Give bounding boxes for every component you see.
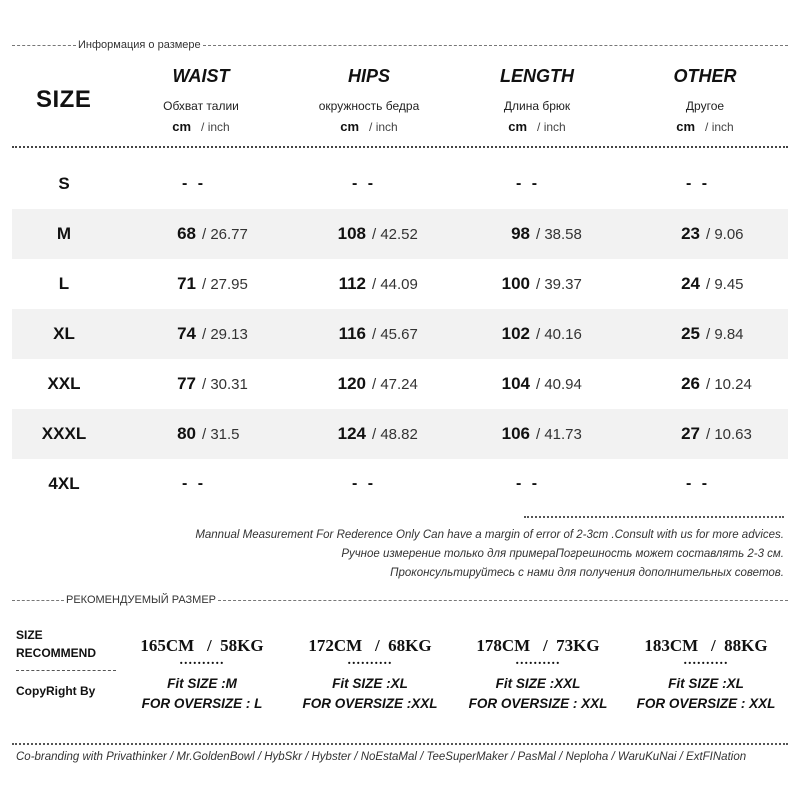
table-row [12, 159, 788, 209]
inch-value: / 39.37 [536, 275, 582, 293]
height-weight: 172CM / 68KG [308, 636, 432, 655]
inch-value: / 47.24 [372, 375, 418, 393]
table-row [12, 209, 788, 259]
unit-cm: cm [340, 119, 360, 134]
measurement-cell [140, 309, 248, 359]
header-unit [452, 119, 622, 134]
measurement-cell [140, 459, 206, 509]
measurement-cell [644, 159, 710, 209]
cm-value: 24 [681, 274, 700, 293]
inch-value: / 42.52 [372, 225, 418, 243]
empty-value: - - [686, 475, 711, 492]
measurement-cell [644, 209, 744, 259]
measurement-cell [644, 309, 744, 359]
measurement-cell [308, 159, 376, 209]
table-row [12, 259, 788, 309]
measurement-cell [644, 409, 752, 459]
size-cell: XL [53, 324, 75, 343]
divider [12, 45, 76, 46]
size-info-title: Информация о размере [78, 39, 201, 51]
recommend-column [112, 620, 292, 711]
inch-value: / 38.58 [536, 225, 582, 243]
header-unit [620, 119, 790, 134]
copyright-label: CopyRight By [16, 684, 96, 698]
header-divider [12, 146, 788, 148]
inch-value: / 44.09 [372, 275, 418, 293]
inch-value: / 26.77 [202, 225, 248, 243]
unit-inch: / inch [201, 120, 230, 134]
size-cell: 4XL [48, 474, 80, 493]
size-column-header: SIZE [36, 86, 92, 113]
header-en: OTHER [673, 66, 737, 86]
cm-value: 116 [338, 324, 366, 343]
unit-cm: cm [508, 119, 528, 134]
recommend-column [448, 620, 628, 711]
measurement-cell [140, 209, 248, 259]
recommend-title: РЕКОМЕНДУЕМЫЙ РАЗМЕР [66, 594, 217, 606]
cm-value: 124 [337, 424, 366, 443]
cm-value: 77 [177, 374, 196, 393]
measurement-cell [308, 259, 418, 309]
dots-separator: .......... [683, 653, 729, 668]
divider [16, 670, 116, 671]
header-en: HIPS [347, 66, 390, 86]
inch-value: / 30.31 [202, 375, 248, 393]
divider [218, 600, 788, 601]
measurement-cell [308, 409, 418, 459]
divider [12, 600, 64, 601]
height-weight: 165CM / 58KG [140, 636, 264, 655]
header-ru: Длина брюк [503, 99, 571, 113]
dots-separator: .......... [179, 653, 225, 668]
inch-value: / 40.94 [536, 375, 582, 393]
unit-cm: cm [676, 119, 696, 134]
inch-value: / 29.13 [202, 325, 248, 343]
oversize-fit: FOR OVERSIZE : XXL [468, 696, 608, 711]
label-line: SIZE [16, 628, 43, 642]
inch-value: / 48.82 [372, 425, 418, 443]
empty-value: - - [182, 475, 207, 492]
inch-value: / 10.24 [706, 375, 752, 393]
oversize-fit: FOR OVERSIZE : L [141, 696, 263, 711]
size-cell: XXXL [41, 424, 87, 443]
measurement-cell [140, 359, 248, 409]
measurement-cell [308, 209, 418, 259]
size-cell: S [58, 174, 70, 193]
size-cell: L [58, 274, 70, 293]
cm-value: 104 [501, 374, 530, 393]
height-weight: 178CM / 73KG [476, 636, 600, 655]
size-cell: M [56, 224, 72, 243]
header-ru: окружность бедра [318, 99, 420, 113]
dots-separator: .......... [515, 653, 561, 668]
cm-value: 106 [501, 424, 530, 443]
measurement-cell [140, 259, 248, 309]
inch-value: / 10.63 [706, 425, 752, 443]
unit-inch: / inch [537, 120, 566, 134]
cm-value: 23 [681, 224, 700, 243]
header-ru: Обхват талии [163, 99, 239, 113]
size-info-section-title [12, 39, 788, 51]
measurement-cell [476, 459, 540, 509]
inch-value: / 40.16 [536, 325, 582, 343]
size-cell: XXL [47, 374, 81, 393]
unit-cm: cm [172, 119, 192, 134]
inch-value: / 31.5 [202, 425, 240, 443]
oversize-fit: FOR OVERSIZE :XXL [302, 696, 438, 711]
cm-value: 102 [501, 324, 530, 343]
cm-value: 112 [338, 274, 366, 293]
header-unit [116, 119, 286, 134]
inch-value: / 27.95 [202, 275, 248, 293]
other-column-header [620, 66, 790, 134]
cm-value: 108 [337, 224, 366, 243]
measurement-cell [476, 309, 582, 359]
note-line-en: Mannual Measurement For Rederence Only Can have a margin of error of 2-3cm .Consult with us for more advices. [195, 529, 784, 541]
cm-value: 71 [177, 274, 196, 293]
header-ru: Другое [685, 99, 725, 113]
measurement-cell [476, 359, 582, 409]
dots-separator: .......... [347, 653, 393, 668]
empty-value: - - [516, 175, 541, 192]
empty-value: - - [352, 175, 377, 192]
recommend-column [280, 620, 460, 711]
hips-column-header [284, 66, 454, 134]
measurement-cell [308, 459, 376, 509]
oversize-fit: FOR OVERSIZE : XXL [636, 696, 776, 711]
inch-value: / 9.84 [706, 325, 744, 343]
inch-value: / 9.06 [706, 225, 744, 243]
measurement-cell [140, 409, 240, 459]
measurement-cell [644, 459, 710, 509]
fit-size: Fit SIZE :XXL [495, 676, 581, 691]
cm-value: 120 [337, 374, 366, 393]
size-table [12, 159, 788, 509]
cm-value: 80 [177, 424, 196, 443]
cm-value: 74 [177, 324, 196, 343]
label-line: RECOMMEND [16, 646, 96, 660]
cm-value: 98 [511, 224, 530, 243]
fit-size: Fit SIZE :M [167, 676, 237, 691]
size-recommend-label [16, 626, 96, 662]
note-line-ru-1: Ручное измерение только для примераПогрешность может составлять 2-3 см. [341, 548, 784, 560]
inch-value: / 45.67 [372, 325, 418, 343]
cobranding-text: Co-branding with Privathinker / Mr.GoldenBowl / HybSkr / Hybster / NoEstaMal / TeeSuperMaker / PasMal / Neploha / WaruKuNai / ExtFINation [16, 751, 747, 763]
waist-column-header [116, 66, 286, 134]
table-row [12, 309, 788, 359]
table-header [12, 58, 788, 148]
measurement-cell [140, 159, 206, 209]
note-line-ru-2: Проконсультируйтесь с нами для получения дополнительных советов. [390, 567, 784, 579]
divider [203, 45, 788, 46]
header-en: LENGTH [500, 66, 574, 86]
inch-value: / 9.45 [706, 275, 744, 293]
empty-value: - - [686, 175, 711, 192]
table-row [12, 409, 788, 459]
measurement-cell [476, 209, 582, 259]
table-row [12, 459, 788, 509]
header-en: WAIST [172, 66, 230, 86]
size-recommendation [12, 620, 788, 730]
cm-value: 100 [501, 274, 530, 293]
measurement-cell [644, 259, 744, 309]
measurement-cell [476, 259, 582, 309]
length-column-header [452, 66, 622, 134]
unit-inch: / inch [369, 120, 398, 134]
measurement-cell [476, 159, 540, 209]
recommend-column [616, 620, 796, 711]
cm-value: 25 [681, 324, 700, 343]
table-row [12, 359, 788, 409]
recommend-section-title [12, 594, 788, 606]
measurement-cell [644, 359, 752, 409]
fit-size: Fit SIZE :XL [332, 676, 408, 691]
unit-inch: / inch [705, 120, 734, 134]
fit-size: Fit SIZE :XL [668, 676, 744, 691]
height-weight: 183CM / 88KG [644, 636, 768, 655]
cm-value: 68 [177, 224, 196, 243]
empty-value: - - [182, 175, 207, 192]
measurement-cell [476, 409, 582, 459]
header-unit [284, 119, 454, 134]
measurement-cell [308, 309, 418, 359]
inch-value: / 41.73 [536, 425, 582, 443]
empty-value: - - [352, 475, 377, 492]
empty-value: - - [516, 475, 541, 492]
footer-divider [12, 743, 788, 745]
notes-divider [524, 516, 784, 518]
cm-value: 27 [681, 424, 700, 443]
cm-value: 26 [681, 374, 700, 393]
measurement-cell [308, 359, 418, 409]
